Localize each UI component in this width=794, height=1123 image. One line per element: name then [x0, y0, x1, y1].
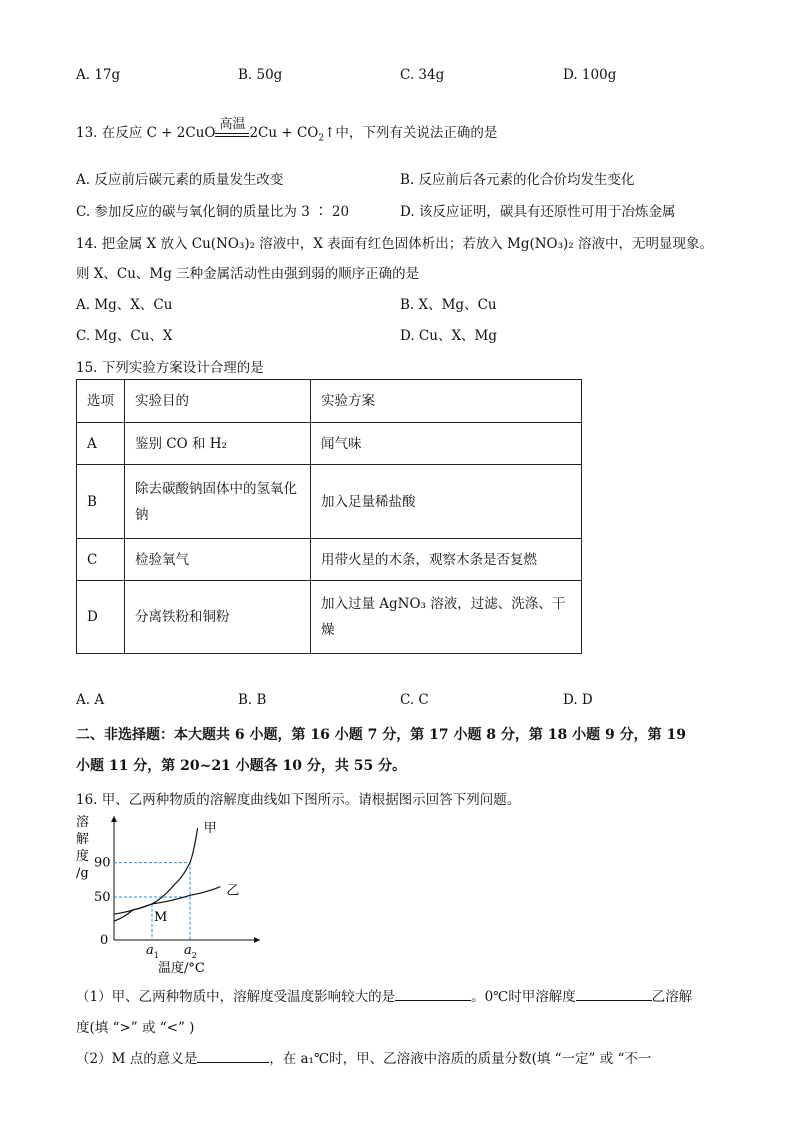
- q14-option-d: D. Cu、X、Mg: [400, 328, 498, 344]
- y-axis-label-2: 解: [76, 832, 90, 847]
- x-axis-label: 温度/°C: [158, 961, 205, 975]
- q16-part1-line1: [76, 985, 692, 1005]
- q13-option-b: B. 反应前后各元素的化合价均发生变化: [400, 172, 635, 188]
- guide-line-90: [114, 863, 190, 940]
- q15-option-b: B. B: [238, 692, 267, 708]
- section-heading-line1: 二、非选择题：本大题共 6 小题，第 16 小题 7 分，第 17 小题 8 分，第 18 小题 9 分，第 19: [76, 727, 687, 743]
- q15-stem: 15. 下列实验方案设计合理的是: [76, 360, 264, 376]
- series-line-jia: [114, 828, 198, 921]
- q14-option-b: B. X、Mg、Cu: [400, 297, 497, 313]
- q12-option-a: A. 17g: [76, 67, 121, 83]
- table-cell: 鉴别 CO 和 H₂: [125, 423, 311, 465]
- table-row: [77, 539, 582, 581]
- q13-stem: [76, 116, 498, 144]
- y-tick-label: 0: [100, 933, 109, 948]
- q16-p1-text-c: 乙溶解: [651, 989, 693, 1005]
- q16-p2-text-a: （2）M 点的意义是: [76, 1051, 198, 1067]
- answer-blank[interactable]: [576, 988, 652, 1001]
- table-header: 选项: [77, 380, 125, 423]
- table-row: [77, 423, 582, 465]
- series-label: 甲: [203, 821, 217, 837]
- q13-prefix: 13. 在反应: [76, 125, 143, 141]
- q14-stem-line2: 则 X、Cu、Mg 三种金属活动性由强到弱的顺序正确的是: [76, 266, 420, 282]
- q15-option-c: C. C: [400, 692, 429, 708]
- table-header: 实验方案: [311, 380, 582, 423]
- table-header-row: [77, 380, 582, 423]
- q14-option-a: A. Mg、X、Cu: [76, 297, 173, 313]
- x-tick-label: $a_1$: [146, 943, 159, 960]
- q16-stem: 16. 甲、乙两种物质的溶解度曲线如下图所示。请根据图示回答下列问题。: [76, 792, 521, 808]
- answer-blank[interactable]: [197, 1050, 269, 1063]
- q12-option-b: B. 50g: [238, 67, 283, 83]
- q13-option-d: D. 该反应证明，碳具有还原性可用于冶炼金属: [400, 204, 676, 220]
- reaction-condition-label: 高温: [219, 116, 246, 132]
- q12-option-d: D. 100g: [563, 67, 617, 83]
- solubility-chart: [72, 810, 292, 975]
- q15-option-d: D. D: [563, 692, 593, 708]
- y-axis-label-4: /g: [76, 866, 89, 881]
- table-cell: 用带火星的木条，观察木条是否复燃: [311, 539, 582, 581]
- table-cell: 除去碳酸钠固体中的氢氧化钠: [125, 465, 311, 539]
- x-tick-label: $a_2$: [184, 943, 197, 960]
- q12-option-c: C. 34g: [400, 67, 445, 83]
- table-cell: 分离铁粉和铜粉: [125, 581, 311, 654]
- reaction-condition: [215, 116, 249, 141]
- y-axis-label-1: 溶: [76, 815, 90, 830]
- answer-blank[interactable]: [395, 988, 471, 1001]
- q16-p2-text-b: ，在 a₁℃时，甲、乙溶液中溶质的质量分数(填 “一定” 或 “不一: [269, 1051, 652, 1067]
- q13-option-a: A. 反应前后碳元素的质量发生改变: [76, 172, 284, 188]
- table-cell: B: [77, 465, 125, 539]
- q14-option-c: C. Mg、Cu、X: [76, 328, 173, 344]
- table-cell: 加入过量 AgNO₃ 溶液，过滤、洗涤、干燥: [311, 581, 582, 654]
- q13-option-c: C. 参加反应的碳与氧化铜的质量比为 3 ∶ 20: [76, 204, 350, 220]
- series-label: 乙: [226, 883, 240, 899]
- q15-option-a: A. A: [76, 692, 105, 708]
- q16-p1-text-b: 。0℃时甲溶解度: [471, 989, 576, 1005]
- y-tick-label: 90: [94, 855, 111, 871]
- q13-suffix: 中，下列有关说法正确的是: [335, 125, 498, 141]
- y-tick-label: 50: [94, 890, 111, 905]
- table-cell: 加入足量稀盐酸: [311, 465, 582, 539]
- gas-arrow: ↑: [324, 125, 336, 141]
- q16-part1-line2: 度(填 “>” 或 “<” ): [76, 1020, 195, 1036]
- q16-part2: [76, 1047, 651, 1067]
- q16-p1-text-a: （1）甲、乙两种物质中，溶解度受温度影响较大的是: [76, 989, 396, 1005]
- q15-table: [76, 379, 582, 654]
- table-row: [77, 465, 582, 539]
- co2-subscript: 2: [318, 133, 325, 144]
- table-cell: 闻气味: [311, 423, 582, 465]
- point-m-label: M: [154, 909, 168, 925]
- y-axis-label-3: 度: [76, 849, 90, 864]
- table-cell: C: [77, 539, 125, 581]
- section-heading-line2: 小题 11 分，第 20~21 小题各 10 分，共 55 分。: [76, 758, 407, 774]
- table-cell: D: [77, 581, 125, 654]
- table-cell: A: [77, 423, 125, 465]
- table-header: 实验目的: [125, 380, 311, 423]
- q13-products: 2Cu + CO: [249, 125, 319, 141]
- q13-reactants: C + 2CuO: [146, 125, 216, 141]
- table-row: [77, 581, 582, 654]
- table-cell: 检验氧气: [125, 539, 311, 581]
- q14-stem-line1: 14. 把金属 X 放入 Cu(NO₃)₂ 溶液中，X 表面有红色固体析出；若放入 Mg(NO₃)₂ 溶液中，无明显现象。: [76, 236, 713, 252]
